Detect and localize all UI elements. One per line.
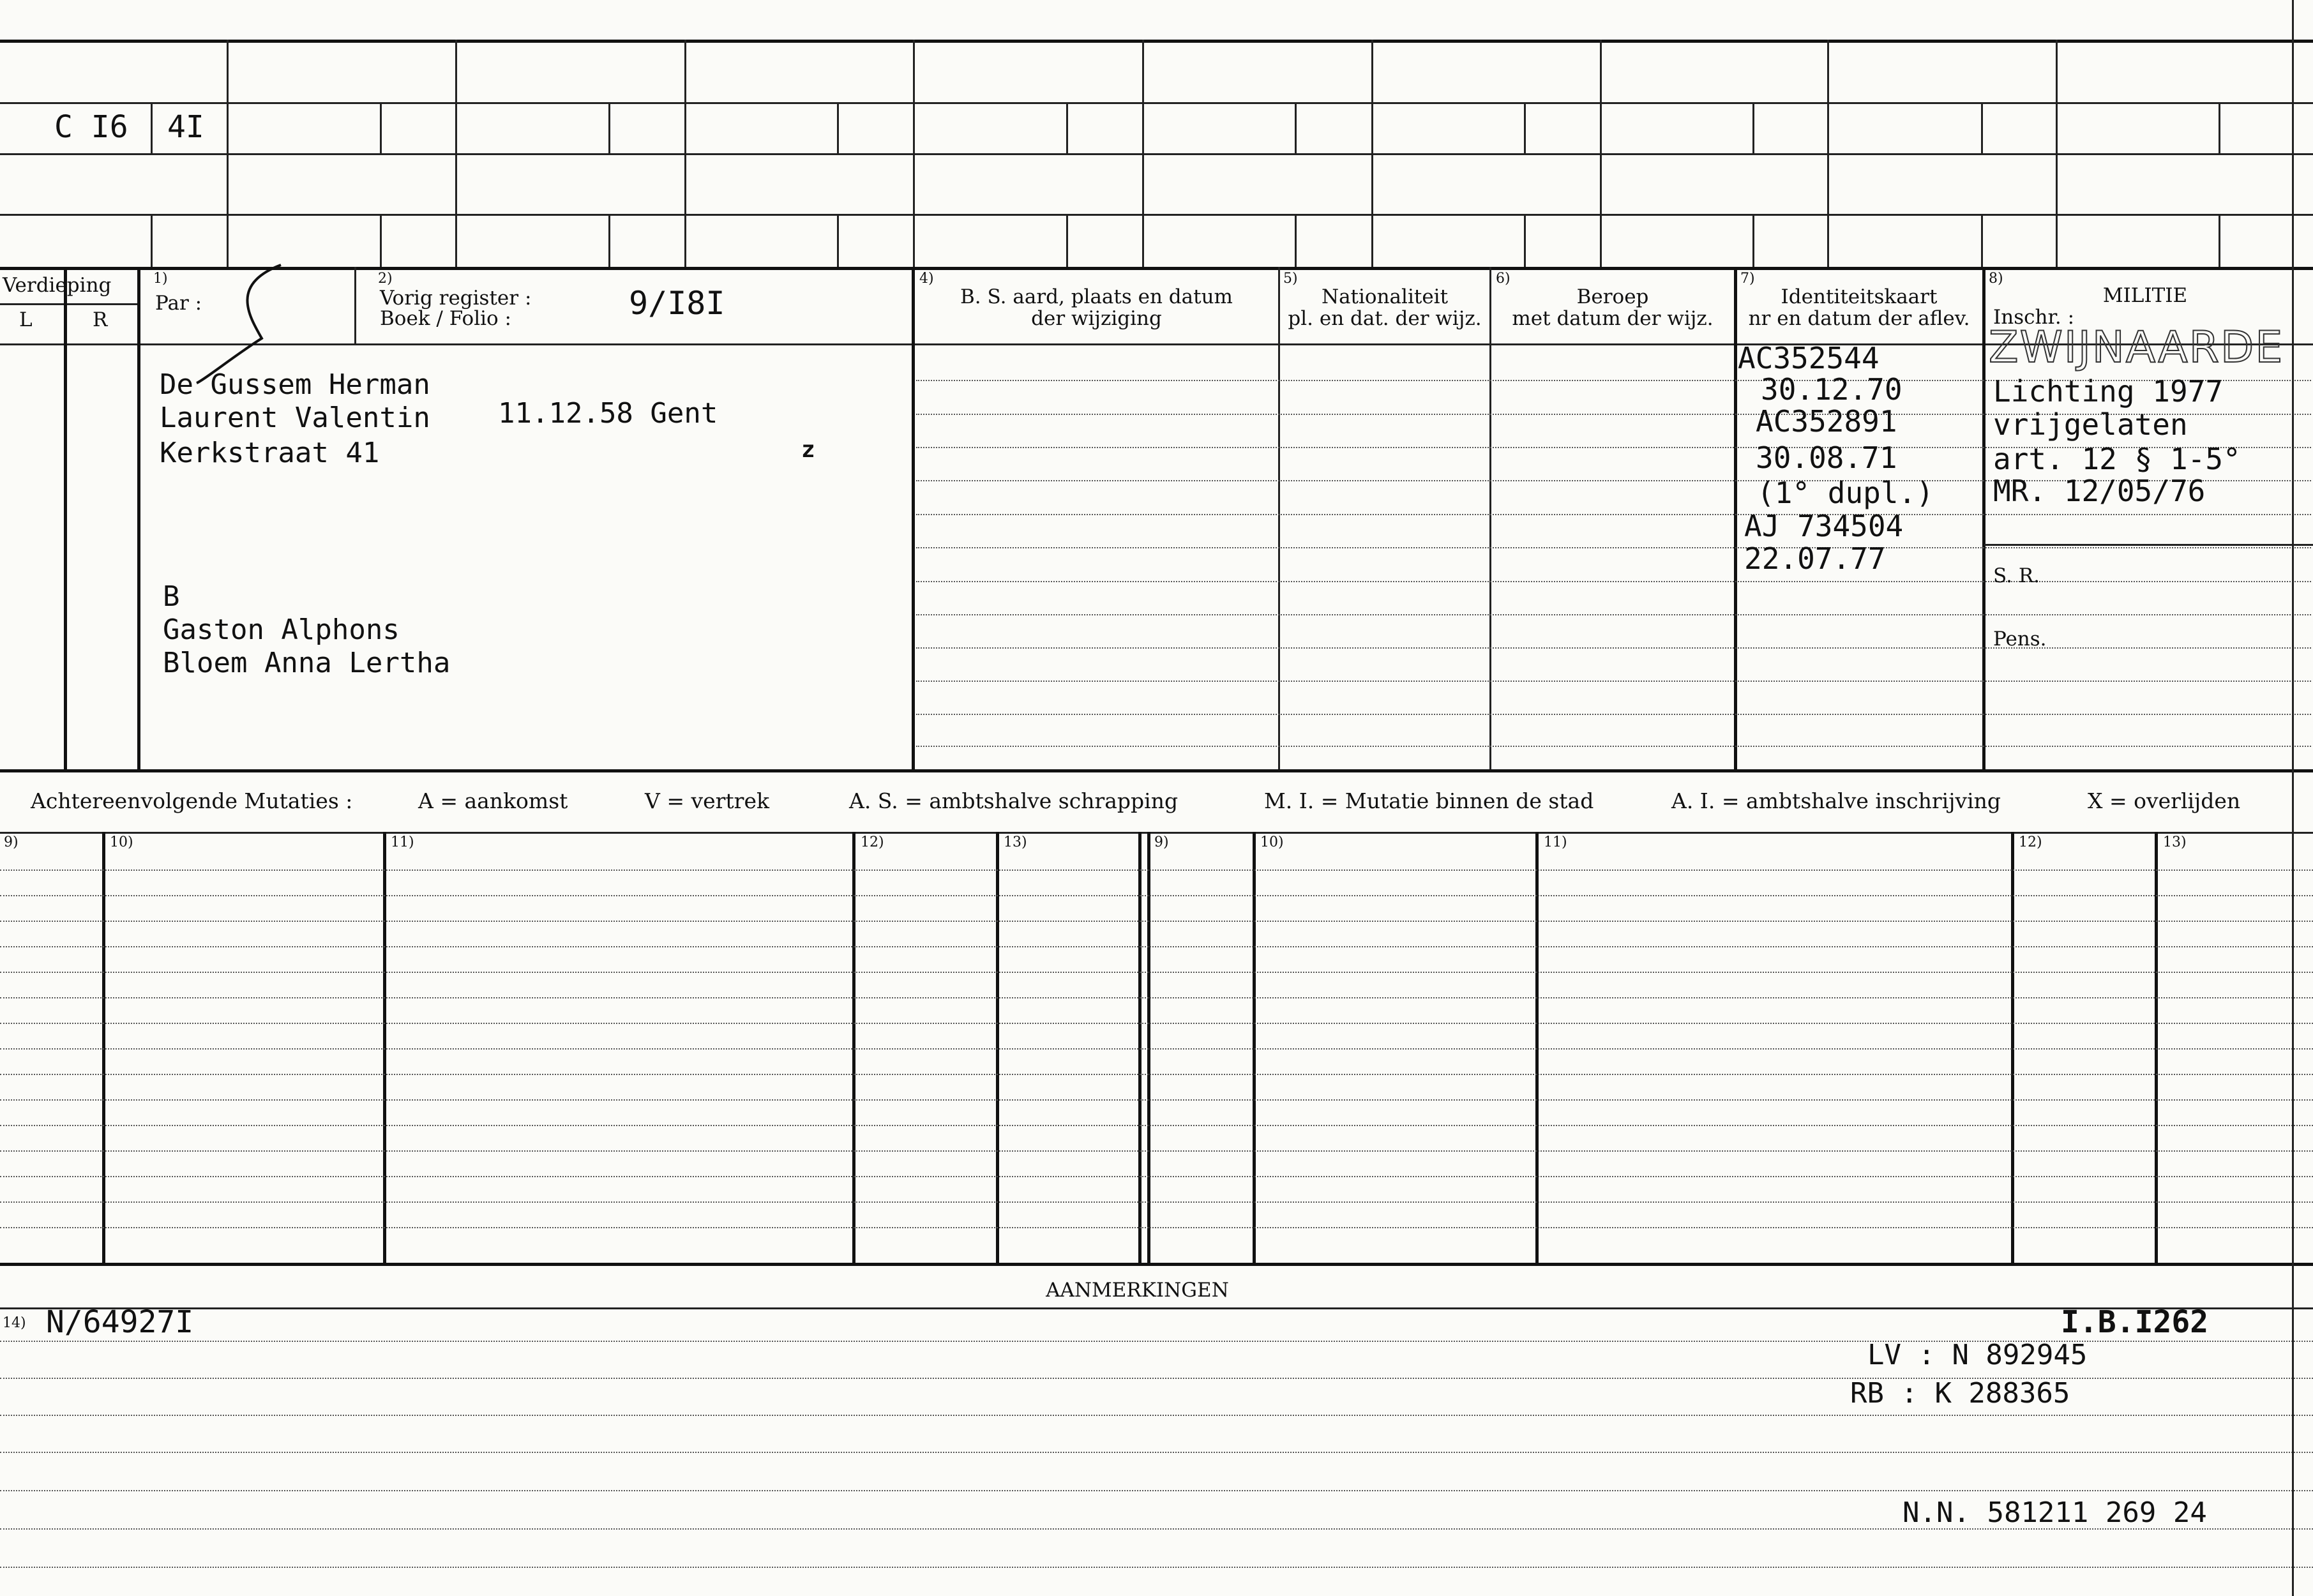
verdieping-label: Verdieping (3, 274, 112, 297)
col-10b: 10) (1260, 834, 1284, 850)
col-11a: 11) (391, 834, 414, 850)
id-label-1: Identiteitskaart (1781, 285, 1938, 308)
address: Kerkstraat 41 (160, 437, 380, 469)
ber-label-2: met datum der wijz. (1512, 307, 1714, 330)
birth-date-place: 11.12.58 Gent (498, 397, 718, 430)
margin-mark: z (801, 437, 815, 463)
id-entry-2: 30.12.70 (1761, 372, 1902, 407)
parent-letter: B (163, 580, 180, 613)
col-11b: 11) (1544, 834, 1567, 850)
par-label: Par : (155, 292, 202, 315)
vorig-number: 2) (378, 271, 393, 287)
aanmerking-ib: I.B.I262 (2061, 1304, 2209, 1340)
aanmerking-lv: LV : N 892945 (1867, 1339, 2088, 1371)
par-number: 1) (153, 271, 168, 287)
vorig-register-value: 9/I8I (629, 285, 725, 322)
ber-label-1: Beroep (1576, 285, 1649, 308)
col-12b: 12) (2019, 834, 2042, 850)
militie-label: MILITIE (2102, 284, 2188, 307)
r-label: R (93, 308, 108, 331)
name-line-1: De Gussem Herman (160, 368, 430, 401)
pens-label: Pens. (1993, 628, 2047, 651)
aanmerking-rb: RB : K 288365 (1850, 1377, 2070, 1410)
mutatie-a: A = aankomst (418, 788, 568, 813)
id-number: 7) (1740, 271, 1755, 287)
mutatie-as: A. S. = ambtshalve schrapping (849, 788, 1179, 813)
aanmerking-n: N/64927I (46, 1304, 194, 1340)
boek-folio-label: Boek / Folio : (380, 307, 511, 330)
nat-number: 5) (1283, 271, 1298, 287)
id-entry-1: AC352544 (1738, 341, 1880, 375)
militie-line-4: MR. 12/05/76 (1993, 474, 2206, 508)
mil-number: 8) (1989, 271, 2003, 287)
vorig-register-label: Vorig register : (380, 287, 532, 310)
bs-label-2: der wijziging (1031, 307, 1162, 330)
militie-line-1: Lichting 1977 (1993, 374, 2224, 409)
mutatie-v: V = vertrek (645, 788, 769, 813)
nat-label-1: Nationaliteit (1321, 285, 1449, 308)
ref-code: C I6 (54, 109, 128, 145)
militie-line-2: vrijgelaten (1993, 407, 2188, 442)
father-name: Gaston Alphons (163, 614, 400, 646)
aanmerkingen-number: 14) (3, 1315, 26, 1331)
inschr-label: Inschr. : (1993, 306, 2075, 329)
sr-label: S. R. (1993, 564, 2040, 587)
col-9a: 9) (4, 834, 19, 850)
ref-number: 4I (167, 109, 204, 145)
militie-stamp: ZWIJNAARDE (1989, 322, 2284, 373)
col-13b: 13) (2163, 834, 2187, 850)
right-edge-line (2292, 0, 2294, 1596)
col-10a: 10) (110, 834, 133, 850)
militie-line-3: art. 12 § 1-5° (1993, 442, 2241, 476)
nat-label-2: pl. en dat. der wijz. (1288, 307, 1482, 330)
col-12a: 12) (861, 834, 884, 850)
mutatie-x: X = overlijden (2088, 788, 2241, 813)
col-13a: 13) (1004, 834, 1027, 850)
l-label: L (19, 308, 33, 331)
mutaties-title: Achtereenvolgende Mutaties : (31, 788, 353, 813)
bracket-mark (192, 259, 287, 386)
id-label-2: nr en datum der aflev. (1748, 307, 1970, 330)
id-entry-7: 22.07.77 (1744, 541, 1886, 576)
aanmerking-nn: N.N. 581211 269 24 (1902, 1496, 2207, 1529)
mutatie-mi: M. I. = Mutatie binnen de stad (1264, 788, 1594, 813)
aanmerkingen-title: AANMERKINGEN (1046, 1279, 1229, 1302)
ber-number: 6) (1496, 271, 1511, 287)
mother-name: Bloem Anna Lertha (163, 647, 451, 679)
mutatie-ai: A. I. = ambtshalve inschrijving (1671, 788, 2001, 813)
id-entry-5: (1° dupl.) (1757, 476, 1934, 510)
id-entry-6: AJ 734504 (1744, 509, 1904, 543)
bs-number: 4) (919, 271, 934, 287)
col-9b: 9) (1154, 834, 1169, 850)
id-entry-3: AC352891 (1756, 404, 1897, 439)
bs-label-1: B. S. aard, plaats en datum (960, 285, 1233, 308)
name-line-2: Laurent Valentin (160, 402, 430, 434)
id-entry-4: 30.08.71 (1756, 440, 1897, 475)
